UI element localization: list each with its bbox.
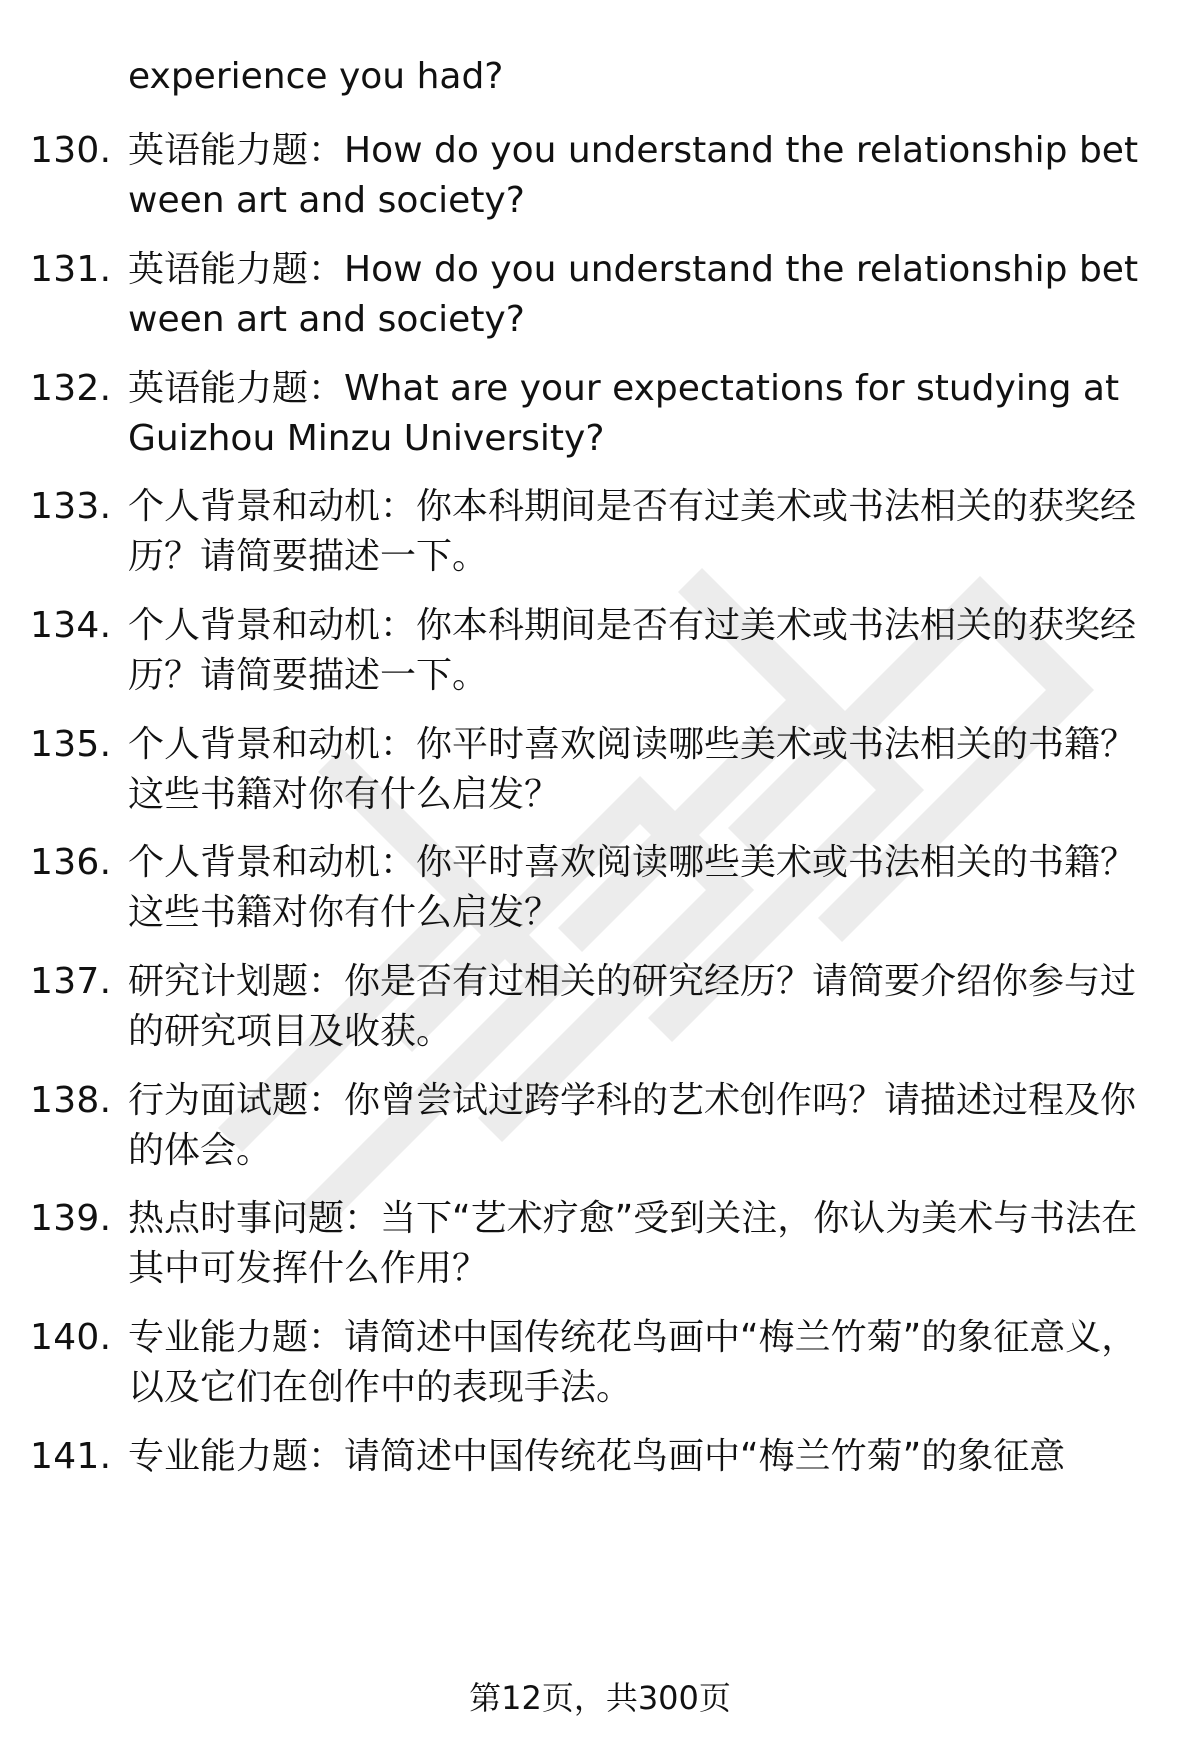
question-number: 137. xyxy=(30,961,112,1002)
question-number: 138. xyxy=(30,1080,112,1121)
page-footer: 第12页，共300页 xyxy=(469,1679,731,1717)
question-text: 专业能力题：请简述中国传统花鸟画中“梅兰竹菊”的象征意 xyxy=(128,1436,1066,1477)
question-text: 行为面试题：你曾尝试过跨学科的艺术创作吗？请描述过程及你的体会。 xyxy=(128,1080,1137,1171)
question-text: 个人背景和动机：你平时喜欢阅读哪些美术或书法相关的书籍？这些书籍对你有什么启发？ xyxy=(128,724,1137,815)
question-text: 个人背景和动机：你平时喜欢阅读哪些美术或书法相关的书籍？这些书籍对你有什么启发？ xyxy=(128,842,1137,933)
question-number: 136. xyxy=(30,842,112,883)
question-text: 专业能力题：请简述中国传统花鸟画中“梅兰竹菊”的象征意义，以及它们在创作中的表现手法。 xyxy=(128,1317,1138,1408)
question-number: 132. xyxy=(30,368,112,409)
question-text: 研究计划题：你是否有过相关的研究经历？请简要介绍你参与过的研究项目及收获。 xyxy=(128,961,1137,1052)
question-number: 139. xyxy=(30,1198,112,1239)
question-number: 135. xyxy=(30,724,112,765)
question-number: 141. xyxy=(30,1436,112,1477)
question-text: experience you had? xyxy=(128,56,504,97)
question-number: 130. xyxy=(30,130,112,171)
question-text: 个人背景和动机：你本科期间是否有过美术或书法相关的获奖经历？请简要描述一下。 xyxy=(128,605,1137,696)
question-text: 英语能力题：How do you understand the relationship between art and society? xyxy=(128,130,1139,221)
question-number: 133. xyxy=(30,486,112,527)
question-number: 131. xyxy=(30,249,112,290)
question-number: 134. xyxy=(30,605,112,646)
question-number: 140. xyxy=(30,1317,112,1358)
question-text: 英语能力题：How do you understand the relationship between art and society? xyxy=(128,249,1139,340)
question-text: 热点时事问题：当下“艺术疗愈”受到关注，你认为美术与书法在其中可发挥什么作用？ xyxy=(128,1198,1138,1289)
question-text: 个人背景和动机：你本科期间是否有过美术或书法相关的获奖经历？请简要描述一下。 xyxy=(128,486,1137,577)
question-text: 英语能力题：What are your expectations for studying at Guizhou Minzu University? xyxy=(128,368,1120,459)
